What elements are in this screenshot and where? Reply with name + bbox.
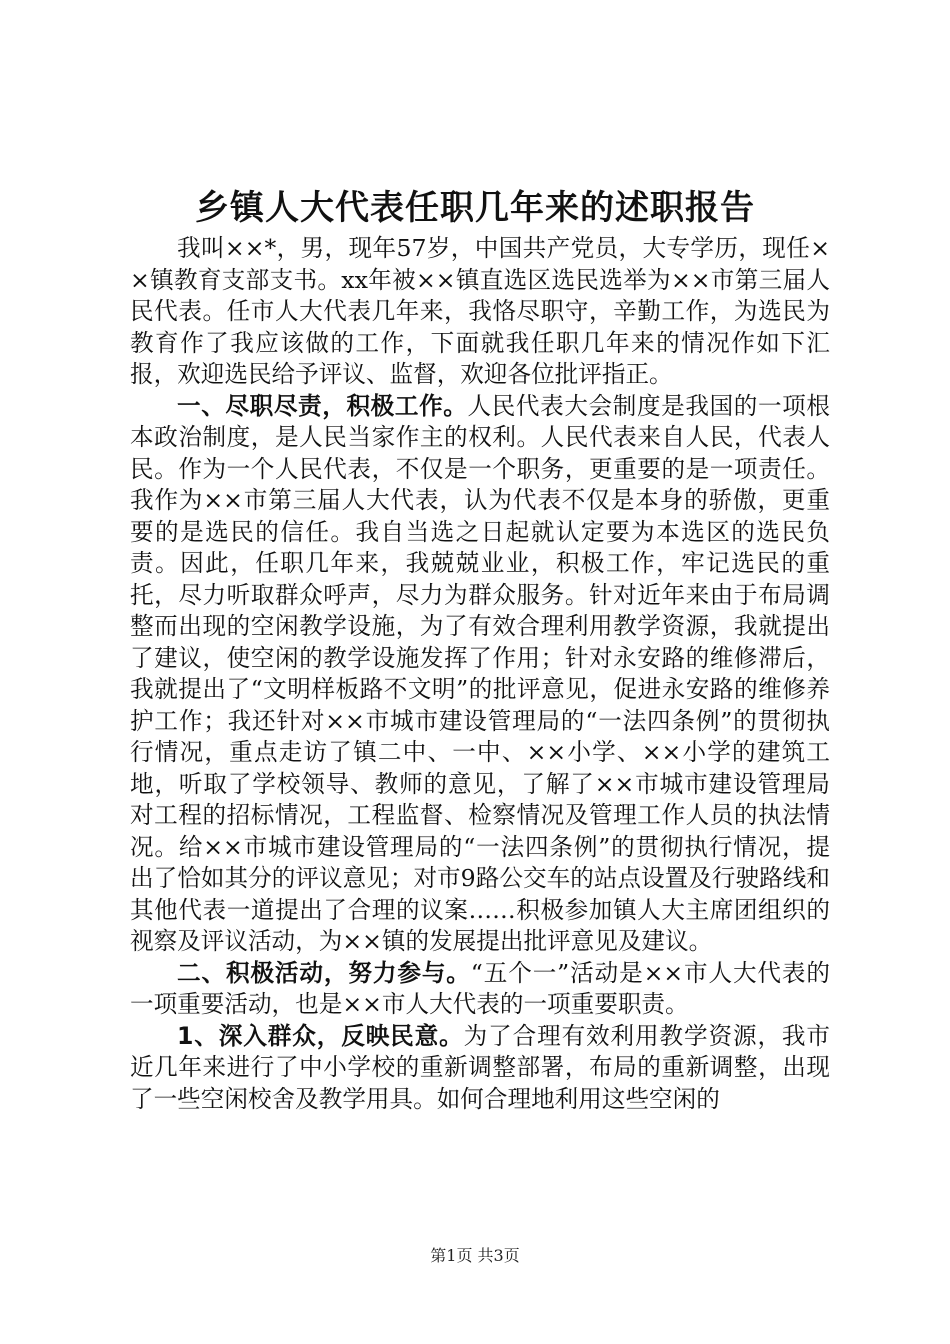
paragraph-section-2 [130,958,830,1021]
document-body [130,233,830,1115]
paragraph-text: “五个一”活动是××市人大代表的一项重要活动，也是××市人大代表的一项重要职责。 [130,958,830,1018]
paragraph-text: 为了合理有效利用教学资源，我市近几年来进行了中小学校的重新调整部署，布局的重新调整，出现了一些空闲校舍及教学用具。如何合理地利用这些空闲的 [130,1021,831,1113]
document-title: 乡镇人大代表任职几年来的述职报告 [195,188,755,228]
page-footer: 第1页 共3页 [430,1246,520,1265]
paragraph-lead: 一、尽职尽责，积极工作。 [177,391,468,420]
paragraph-lead: 1、深入群众，反映民意。 [177,1021,464,1050]
paragraph-lead: 二、积极活动，努力参与。 [177,958,471,987]
paragraph-text: 我叫××*，男，现年57岁，中国共产党员，大专学历，现任××镇教育支部支书。xx年被××镇直选区选民选举为××市第三届人民代表。任市人大代表几年来，我恪尽职守，辛勤工作，为选民为教育作了我应该做的工作，下面就我任职几年来的情况作如下汇报，欢迎选民给予评议、监督，欢迎各位批评指正。 [130,234,830,388]
paragraph-section-1 [130,391,830,958]
paragraph-subsection-1 [130,1021,830,1116]
paragraph-text: 人民代表大会制度是我国的一项根本政治制度，是人民当家作主的权利。人民代表来自人民，代表人民。作为一个人民代表，不仅是一个职务，更重要的是一项责任。我作为××市第三届人大代表，认为代表不仅是本身的骄傲，更重要的是选民的信任。我自当选之日起就认定要为本选区的选民负责。因此，任职几年来，我兢兢业业，积极工作，牢记选民的重托，尽力听取群众呼声，尽力为群众服务。针对近年来由于布局调整而出现的空闲教学设施，为了有效合理利用教学资源，我就提出了建议，使空闲的教学设施发挥了作用；针对永安路的维修滞后，我就提出了“文明样板路不文明”的批评意见，促进永安路的维修养护工作；我还针对××市城市建设管理局的“一法四条例”的贯彻执行情况，重点走访了镇二中、一中、××小学、××小学的建筑工地，听取了学校领导、教师的意见，了解了××市城市建设管理局对工程的招标情况，工程监督、检察情况及管理工作人员的执法情况。给××市城市建设管理局的“一法四条例”的贯彻执行情况，提出了恰如其分的评议意见；对市9路公交车的站点设置及行驶路线和其他代表一道提出了合理的议案……积极参加镇人大主席团组织的视察及评议活动，为××镇的发展提出批评意见及建议。 [130,391,831,955]
paragraph-intro [130,233,830,391]
